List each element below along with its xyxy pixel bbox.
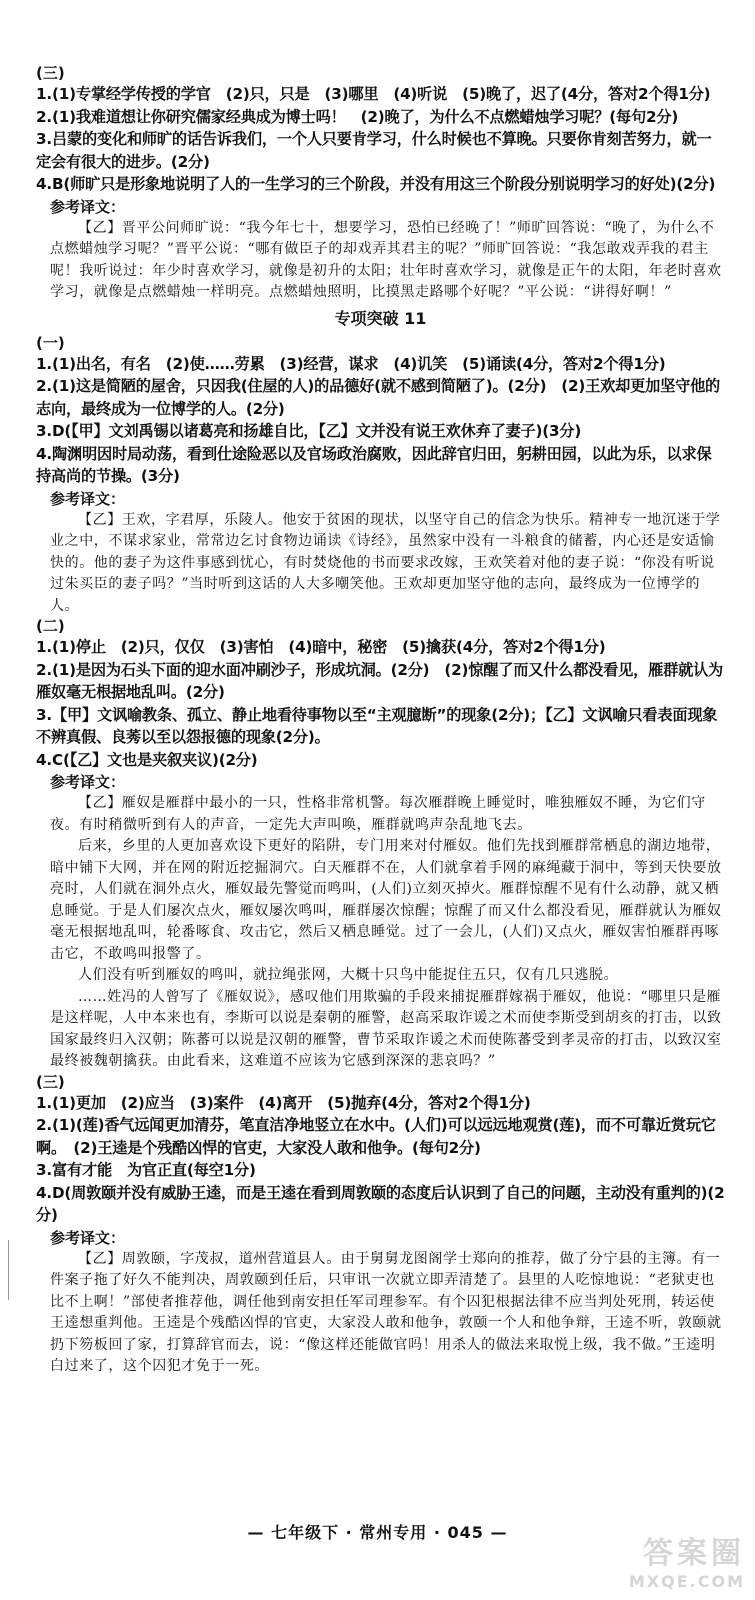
- answer-item: 2.(1)是因为石头下面的迎水面冲刷沙子，形成坑洞。(2分) (2)惊醒了而又什么都没看见，雁群就认为雁奴毫无根据地乱叫。(2分): [36, 660, 724, 701]
- answer-item: 1.(1)出名，有名 (2)使……劳累 (3)经营，谋求 (4)讥笑 (5)诵读(4分，答对2个得1分): [36, 354, 666, 373]
- answer-item: 3.D(【甲】文刘禹锡以诸葛亮和扬雄自比，【乙】文并没有说王欢休弃了妻子)(3分): [36, 422, 582, 440]
- reference-label: 参考译文：: [50, 773, 126, 791]
- translation-paragraph: 【乙】周敦颐，字茂叔，道州营道县人。由于舅舅龙图阁学士郑向的推荐，做了分宁县的主簿。有一件案子拖了好久不能判决，周敦颐到任后，只审讯一次就立即弄清楚了。县里的人吃惊地说：“老狱吏也比不上啊！”部使者推荐他，调任他到南安担任军司理参军。有个囚犯根据法律不应当判处死刑，转运使王逵想重判他。王逵是个残酷凶悍的官吏，大家没人敢和他争，敦颐一个人和他争辩，王逵不听，敦颐就扔下笏板回了家，打算辞官而去，说：“像这样还能做官吗！用杀人的做法来取悦上级，我不做。”王逵明白过来了，这个囚犯才免于一死。: [50, 1250, 722, 1374]
- margin-mark: [8, 1240, 11, 1300]
- answer-item: 2.(1)(莲)香气远闻更加清芬，笔直洁净地竖立在水中。(人们)可以远远地观赏(莲)，而不可靠近赏玩它啊。 (2)王逵是个残酷凶悍的官吏，大家没人敢和他争。(每句2分): [36, 1116, 716, 1157]
- reference-label: 参考译文：: [50, 489, 126, 508]
- answer-item: 1.(1)专掌经学传授的学官 (2)只，只是 (3)哪里 (4)听说 (5)晚了，迟了(4分，答对2个得1分): [36, 85, 711, 103]
- answer-item: 4.D(周敦颐并没有威胁王逵，而是王逵在看到周敦颐的态度后认识到了自己的问题，主动没有重判的)(2分): [36, 1183, 725, 1224]
- answer-item: 3.【甲】文讽喻教条、孤立、静止地看待事物以至“主观臆断”的现象(2分)；【乙】文讽喻只看表面现象不辨真假、良莠以至以怨报德的现象(2分)。: [36, 705, 718, 746]
- translation-paragraph: 后来，乡里的人更加喜欢设下更好的陷阱，专门用来对付雁奴。他们先找到雁群常栖息的湖边地带，暗中铺下大网，并在网的附近挖掘洞穴。白天雁群不在，人们就拿着手网的麻绳藏于洞中，等到天快要放亮时，人们就在洞外点火，雁奴最先警觉而鸣叫，(人们)立刻灭掉火。雁群惊醒不见有什么动静，就又栖息睡觉。于是人们屡次点火，雁奴屡次鸣叫，雁群屡次惊醒；惊醒了而又什么都没看见，雁群就认为雁奴毫无根据地乱叫，轮番啄食、攻击它，然后又栖息睡觉。过了一会儿，(人们)又点火，雁奴害怕雁群再啄击它，不敢鸣叫报警了。: [50, 838, 722, 962]
- part-one: [36, 334, 725, 618]
- answer-item: 2.(1)这是简陋的屋舍，只因我(住屋的人)的品德好(就不感到简陋了)。(2分) (2)王欢却更加坚守他的志向，最终成为一位博学的人。(2分): [36, 377, 721, 418]
- answer-item: 1.(1)停止 (2)只，仅仅 (3)害怕 (4)暗中，秘密 (5)擒获(4分，答对2个得1分): [36, 638, 606, 656]
- answer-item: 1.(1)更加 (2)应当 (3)案件 (4)离开 (5)抛弃(4分，答对2个得1分): [36, 1093, 531, 1112]
- section-label: (二): [36, 617, 65, 635]
- part-two: [36, 617, 725, 1073]
- reference-label: 参考译文：: [50, 197, 126, 216]
- watermark-url: MXQE.COM: [628, 1572, 745, 1591]
- top-section: [36, 64, 725, 304]
- translation-paragraph: 人们没有听到雁奴的鸣叫，就拉绳张网，大概十只鸟中能捉住五只，仅有几只逃脱。: [78, 967, 619, 983]
- translation-paragraph: ……姓冯的人曾写了《雁奴说》，感叹他们用欺骗的手段来捕捉雁群嫁祸于雁奴，他说：“哪里只是雁是这样呢，人中本来也有，李斯可以说是秦朝的雁警，赵高采取诈谖之术而使李斯受到胡亥的打击，以致国家最终归入汉朝；陈蕃可以说是汉朝的雁警，曹节采取诈谖之术而使陈蕃受到孝灵帝的打击，以致汉室最终被魏朝擒获。由此看来，这难道不应该为它感到深深的悲哀吗？”: [50, 988, 722, 1069]
- translation-paragraph: 【乙】晋平公问师旷说：“我今年七十，想要学习，恐怕已经晚了！”师旷回答说：“晚了，为什么不点燃蜡烛学习呢？”晋平公说：“哪有做臣子的却戏弄其君主的呢？”师旷回答说：“我怎敢戏弄我的君主呢！我听说过：年少时喜欢学习，就像是初升的太阳；壮年时喜欢学习，就像是正午的太阳，年老时喜欢学习，就像是点燃蜡烛一样明亮。点燃蜡烛照明，比摸黑走路哪个好呢？”平公说：“讲得好啊！”: [50, 219, 722, 300]
- reference-label: 参考译文：: [50, 1228, 126, 1247]
- answer-item: 3.富有才能 为官正直(每空1分): [36, 1161, 256, 1179]
- translation-paragraph: 【乙】雁奴是雁群中最小的一只，性格非常机警。每次雁群晚上睡觉时，唯独雁奴不睡，为它们守夜。有时稍微听到有人的声音，一定先大声叫唤，雁群就鸣声杂乱地飞去。: [50, 795, 706, 833]
- watermark-title: 答案圈: [643, 1536, 745, 1571]
- answer-item: 2.(1)我难道想让你研究儒家经典成为博士吗！ (2)晚了，为什么不点燃蜡烛学习呢？(每句2分): [36, 107, 679, 126]
- section-label: (一): [36, 333, 65, 352]
- answer-item: 3.吕蒙的变化和师旷的话告诉我们，一个人只要肯学习，什么时候也不算晚。只要你肯刻苦努力，就一定会有很大的进步。(2分): [36, 130, 712, 171]
- answer-item: 4.C(【乙】文也是夹叙夹议)(2分): [36, 750, 258, 769]
- answer-item: 4.陶渊明因时局动荡，看到仕途险恶以及官场政治腐败，因此辞官归田，躬耕田园，以此为乐，以求保持高尚的节操。(3分): [36, 444, 712, 485]
- section-label: (三): [36, 1072, 65, 1091]
- section-label: (三): [36, 64, 65, 82]
- part-three: [36, 1073, 725, 1378]
- page-footer: — 七年级下 · 常州专用 · 045 —: [247, 1523, 508, 1542]
- section-heading: 专项突破 11: [334, 308, 427, 328]
- watermark-logo: [595, 1528, 745, 1592]
- translation-paragraph: 【乙】王欢，字君厚，乐陵人。他安于贫困的现状，以坚守自己的信念为快乐。精神专一地沉迷于学业之中，不谋求家业，常常边乞讨食物边诵读《诗经》，虽然家中没有一斗粮食的储蓄，内心还是安适愉快的。他的妻子为这件事感到忧心，有时焚烧他的书而要求改嫁，王欢笑着对他的妻子说：“你没有听说过朱买臣的妻子吗？”当时听到这话的人大多嘲笑他。王欢却更加坚守他的志向，最终成为一位博学的人。: [50, 511, 721, 614]
- answer-item: 4.B(师旷只是形象地说明了人的一生学习的三个阶段，并没有用这三个阶段分别说明学习的好处)(2分): [36, 175, 716, 193]
